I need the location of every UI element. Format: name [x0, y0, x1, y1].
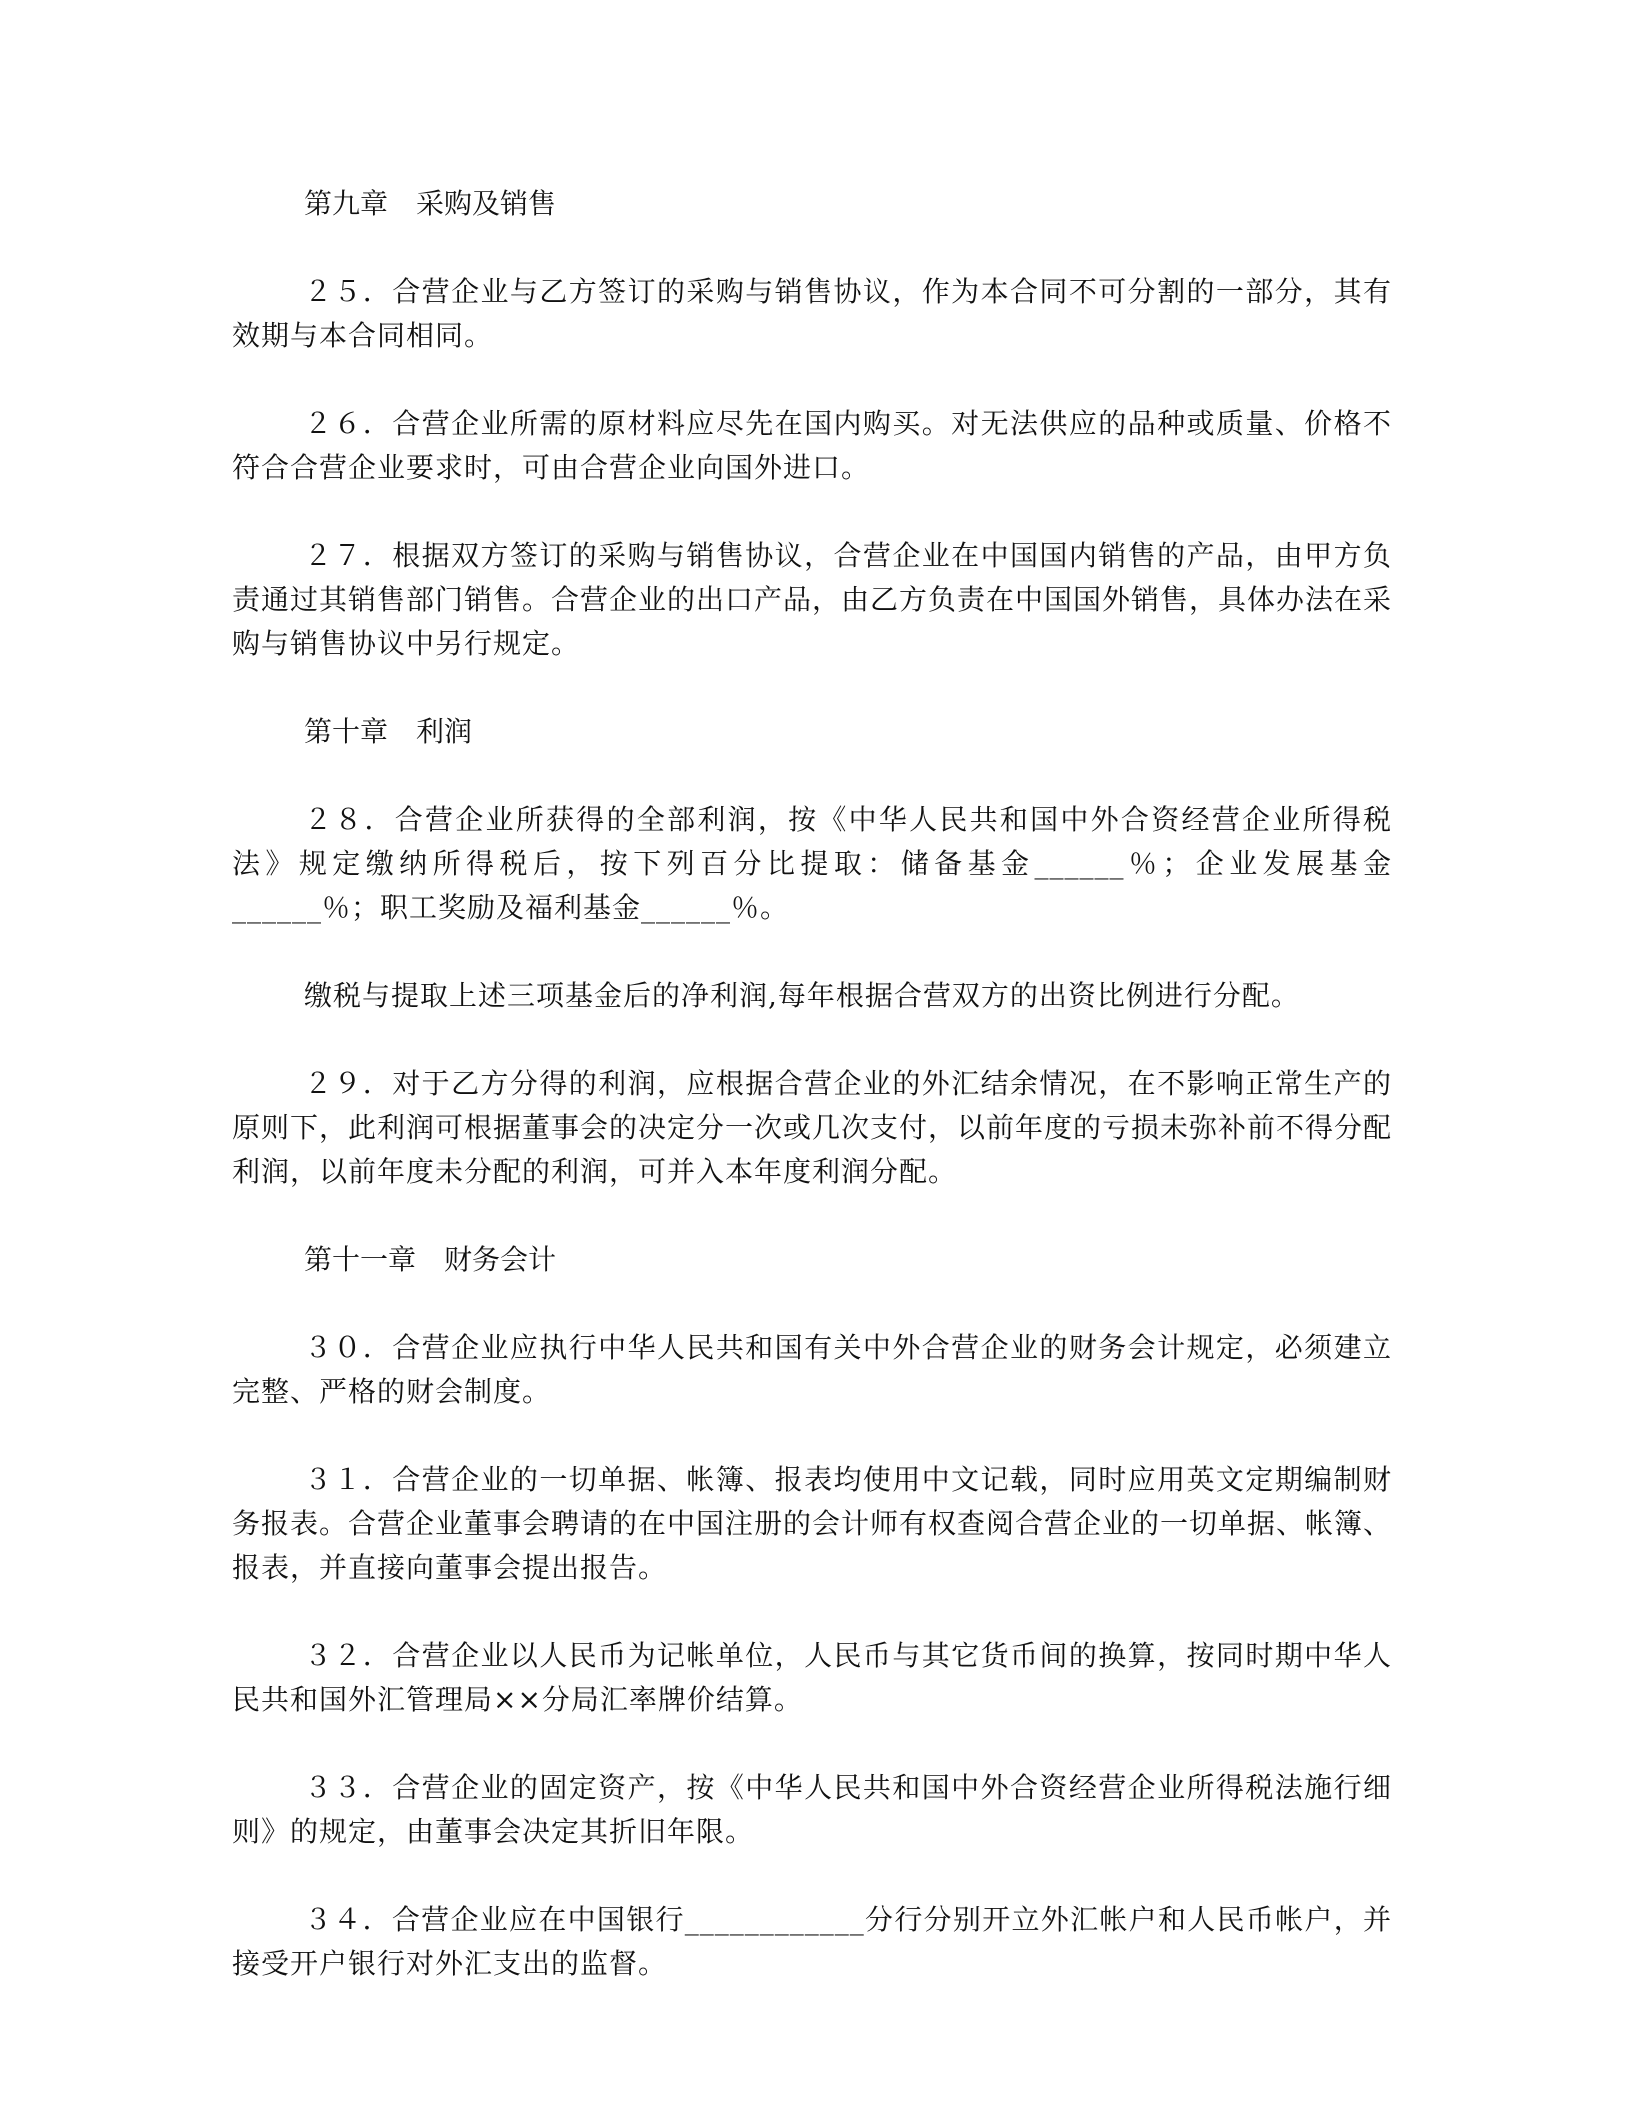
clause-26: ２６．合营企业所需的原材料应尽先在国内购买。对无法供应的品种或质量、价格不符合合营企业要求时，可由合营企业向国外进口。	[232, 407, 1392, 484]
clause-34: ３４．合营企业应在中国银行____________分行分别开立外汇帐户和人民币帐户，并接受开户银行对外汇支出的监督。	[232, 1903, 1392, 1980]
clause-32: ３２．合营企业以人民币为记帐单位，人民币与其它货币间的换算，按同时期中华人民共和国外汇管理局××分局汇率牌价结算。	[232, 1639, 1392, 1716]
clause-29: ２９．对于乙方分得的利润，应根据合营企业的外汇结余情况，在不影响正常生产的原则下，此利润可根据董事会的决定分一次或几次支付，以前年度的亏损未弥补前不得分配利润，以前年度未分配的利润，可并入本年度利润分配。	[232, 1067, 1393, 1188]
chapter-heading-11: 第十一章 财务会计	[304, 1243, 557, 1276]
clause-27: ２７．根据双方签订的采购与销售协议，合营企业在中国国内销售的产品，由甲方负责通过其销售部门销售。合营企业的出口产品，由乙方负责在中国国外销售，具体办法在采购与销售协议中另行规定。	[232, 539, 1393, 660]
clause-25: ２５．合营企业与乙方签订的采购与销售协议，作为本合同不可分割的一部分，其有效期与本合同相同。	[232, 275, 1392, 352]
clause-33: ３３．合营企业的固定资产，按《中华人民共和国中外合资经营企业所得税法施行细则》的规定，由董事会决定其折旧年限。	[232, 1771, 1392, 1848]
clause-30: ３０．合营企业应执行中华人民共和国有关中外合营企业的财务会计规定，必须建立完整、严格的财会制度。	[232, 1331, 1392, 1408]
chapter-heading-10: 第十章 利润	[304, 715, 473, 748]
clause-28: ２８．合营企业所获得的全部利润，按《中华人民共和国中外合资经营企业所得税法》规定缴纳所得税后，按下列百分比提取：储备基金______％；企业发展基金______％；职工奖励及福利基金______％。	[232, 803, 1392, 924]
document-body	[232, 182, 1392, 2030]
profit-distribution-paragraph: 缴税与提取上述三项基金后的净利润,每年根据合营双方的出资比例进行分配。	[304, 979, 1300, 1012]
clause-31: ３１．合营企业的一切单据、帐簿、报表均使用中文记载，同时应用英文定期编制财务报表。合营企业董事会聘请的在中国注册的会计师有权查阅合营企业的一切单据、帐簿、报表，并直接向董事会提出报告。	[232, 1463, 1393, 1584]
chapter-heading-9: 第九章 采购及销售	[304, 187, 557, 220]
